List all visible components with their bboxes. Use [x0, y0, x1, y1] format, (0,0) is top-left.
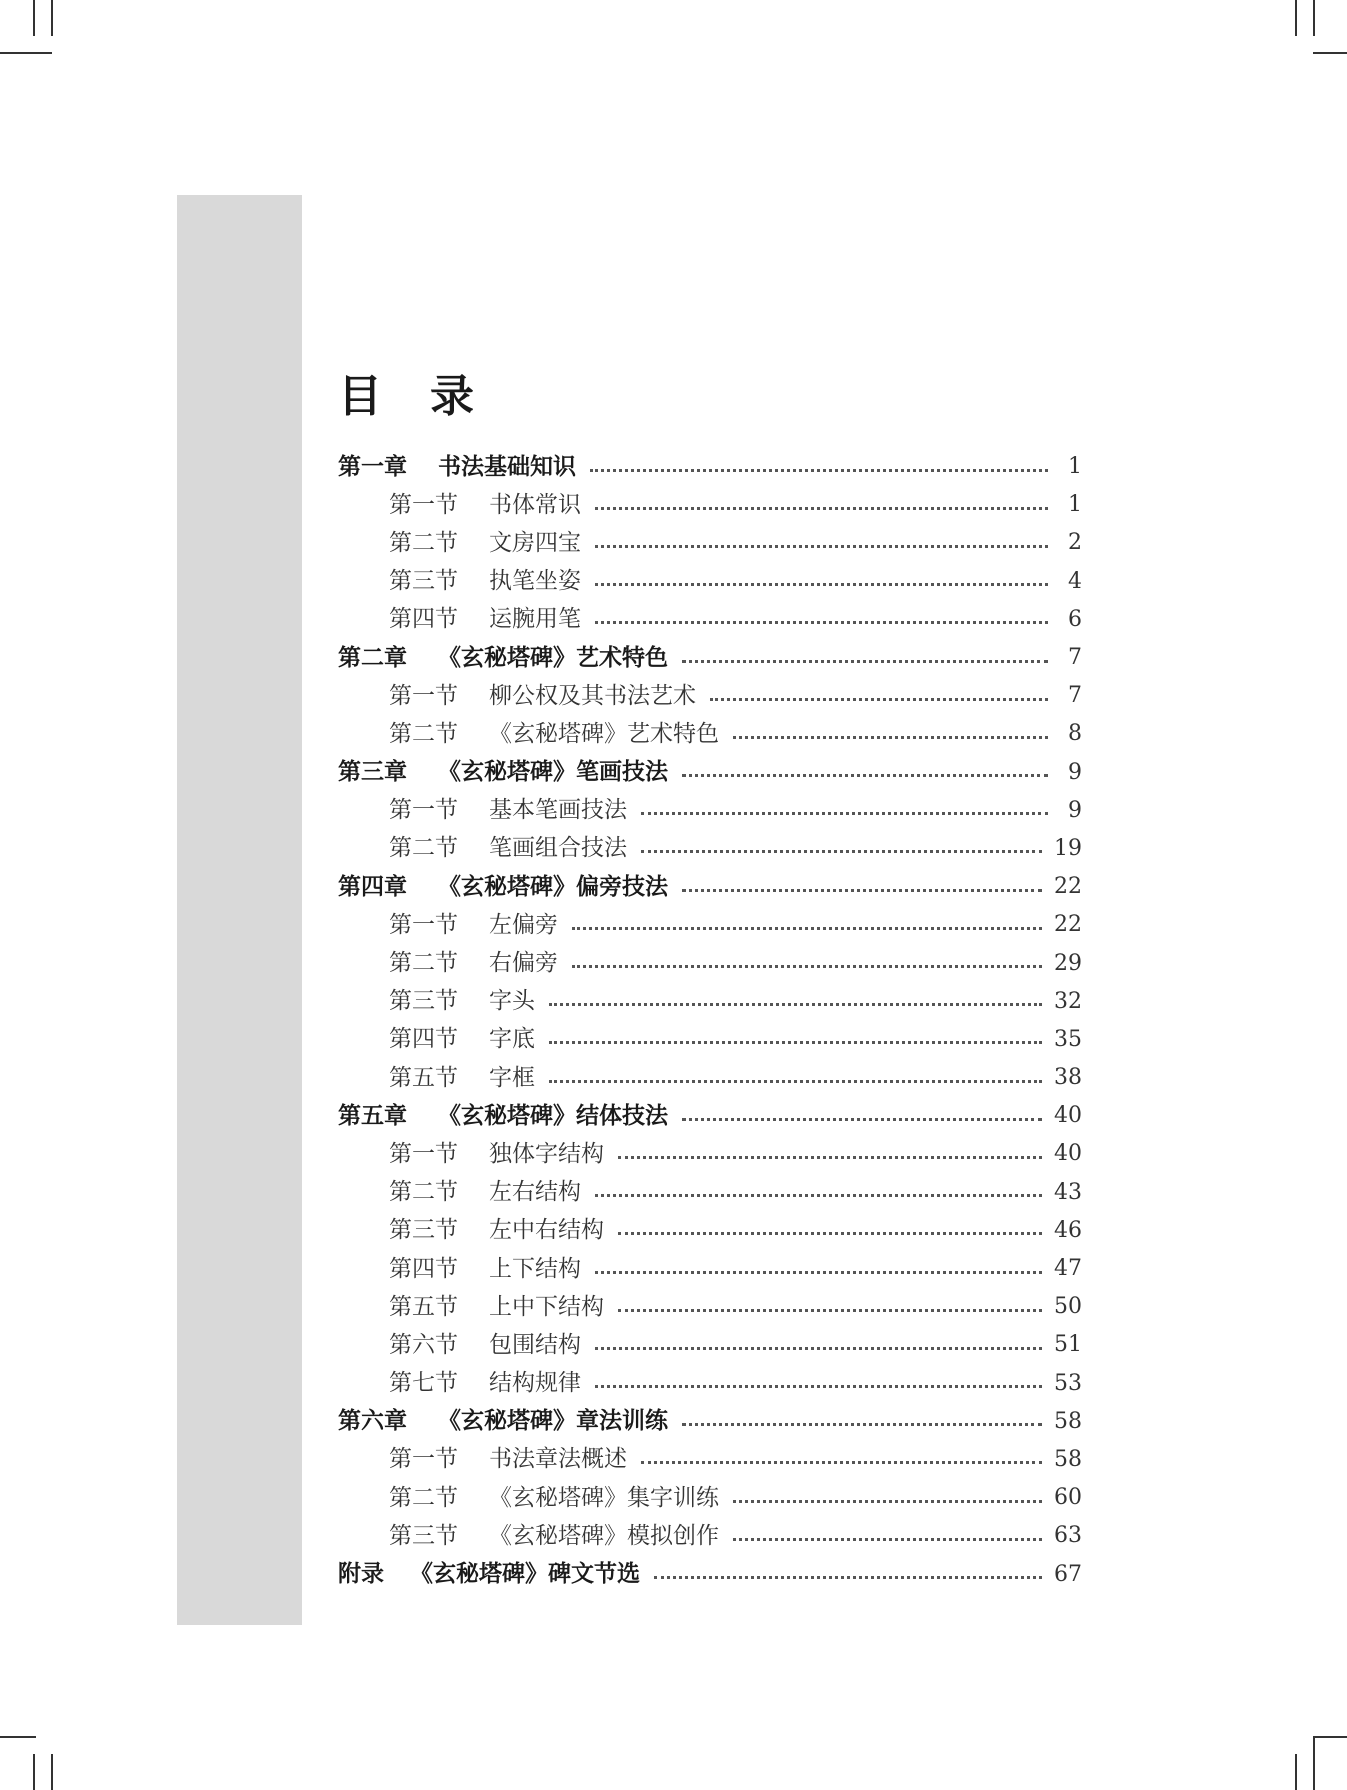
entry-title: 独体字结构: [489, 1140, 604, 1167]
dot-leader: [572, 965, 1042, 968]
entry-title: 包围结构: [489, 1331, 581, 1358]
dot-leader: [641, 1461, 1042, 1464]
dot-leader: [641, 850, 1042, 853]
entry-title: 《玄秘塔碑》偏旁技法: [438, 873, 668, 900]
entry-title: 字底: [489, 1026, 535, 1053]
entry-number: 第二节: [389, 950, 458, 977]
entry-title: 上下结构: [489, 1255, 581, 1282]
entry-number: 第四章: [338, 873, 407, 900]
dot-leader: [595, 1271, 1042, 1274]
entry-title: 执笔坐姿: [489, 568, 581, 595]
entry-number: 第一节: [389, 682, 458, 709]
toc-section-entry[interactable]: [338, 1021, 1082, 1059]
entry-title: 柳公权及其书法艺术: [489, 682, 696, 709]
entry-number: 第五章: [338, 1102, 407, 1129]
toc-chapter-entry[interactable]: [338, 448, 1082, 486]
toc-section-entry[interactable]: [338, 944, 1082, 982]
toc-section-entry[interactable]: [338, 792, 1082, 830]
toc-section-entry[interactable]: [338, 1365, 1082, 1403]
entry-page-number: 43: [1054, 1179, 1082, 1205]
entry-page-number: 35: [1054, 1026, 1082, 1052]
toc-section-entry[interactable]: [338, 1059, 1082, 1097]
entry-page-number: 7: [1068, 683, 1082, 709]
entry-page-number: 53: [1054, 1370, 1082, 1396]
entry-page-number: 67: [1054, 1561, 1082, 1587]
toc-chapter-entry[interactable]: [338, 1403, 1082, 1441]
toc-section-entry[interactable]: [338, 983, 1082, 1021]
entry-page-number: 40: [1054, 1141, 1082, 1167]
dot-leader: [618, 1156, 1042, 1159]
dot-leader: [549, 1041, 1042, 1044]
dot-leader: [710, 698, 1048, 701]
toc-section-entry[interactable]: [338, 1479, 1082, 1517]
toc-section-entry[interactable]: [338, 524, 1082, 562]
dot-leader: [595, 1194, 1042, 1197]
crop-mark: [33, 0, 35, 36]
entry-number: 第五节: [389, 1064, 458, 1091]
dot-leader: [682, 774, 1048, 777]
entry-page-number: 22: [1054, 912, 1082, 938]
dot-leader: [618, 1232, 1042, 1235]
toc-section-entry[interactable]: [338, 1212, 1082, 1250]
dot-leader: [595, 583, 1048, 586]
toc-section-entry[interactable]: [338, 1517, 1082, 1555]
toc-section-entry[interactable]: [338, 1441, 1082, 1479]
crop-mark: [33, 1754, 35, 1790]
entry-number: 第二节: [389, 835, 458, 862]
dot-leader: [549, 1080, 1042, 1083]
entry-title: 《玄秘塔碑》艺术特色: [489, 720, 719, 747]
dot-leader: [733, 1538, 1042, 1541]
toc-section-entry[interactable]: [338, 1135, 1082, 1173]
entry-title: 基本笔画技法: [489, 797, 627, 824]
entry-page-number: 38: [1054, 1065, 1082, 1091]
crop-mark: [1295, 1754, 1297, 1790]
dot-leader: [595, 507, 1048, 510]
entry-page-number: 32: [1054, 988, 1082, 1014]
toc-section-entry[interactable]: [338, 1326, 1082, 1364]
entry-number: 第七节: [389, 1370, 458, 1397]
dot-leader: [682, 1423, 1042, 1426]
toc-section-entry[interactable]: [338, 906, 1082, 944]
entry-number: 第五节: [389, 1293, 458, 1320]
entry-title: 字头: [489, 988, 535, 1015]
crop-mark: [0, 1736, 36, 1738]
toc-appendix-entry[interactable]: [338, 1555, 1082, 1593]
entry-title: 左中右结构: [489, 1217, 604, 1244]
crop-mark: [1313, 1736, 1315, 1790]
entry-title: 《玄秘塔碑》模拟创作: [489, 1522, 719, 1549]
entry-title: 《玄秘塔碑》结体技法: [438, 1102, 668, 1129]
toc-section-entry[interactable]: [338, 1288, 1082, 1326]
entry-page-number: 58: [1054, 1408, 1082, 1434]
entry-title: 文房四宝: [489, 529, 581, 556]
entry-number: 第一节: [389, 797, 458, 824]
entry-page-number: 19: [1054, 835, 1082, 861]
entry-number: 第三节: [389, 568, 458, 595]
dot-leader: [682, 660, 1048, 663]
entry-page-number: 46: [1054, 1217, 1082, 1243]
entry-page-number: 6: [1068, 606, 1082, 632]
entry-title: 左偏旁: [489, 911, 558, 938]
entry-page-number: 1: [1068, 454, 1082, 480]
entry-title: 书法章法概述: [489, 1446, 627, 1473]
dot-leader: [595, 545, 1048, 548]
entry-page-number: 7: [1068, 645, 1082, 671]
table-of-contents: [338, 448, 1082, 1594]
entry-number: 第四节: [389, 1255, 458, 1282]
dot-leader: [590, 469, 1048, 472]
entry-number: 第六章: [338, 1408, 407, 1435]
entry-number: 第三节: [389, 988, 458, 1015]
entry-page-number: 9: [1068, 797, 1082, 823]
toc-section-entry[interactable]: [338, 1250, 1082, 1288]
toc-section-entry[interactable]: [338, 486, 1082, 524]
toc-section-entry[interactable]: [338, 1174, 1082, 1212]
entry-number: 第一节: [389, 491, 458, 518]
entry-title: 左右结构: [489, 1179, 581, 1206]
entry-number: 第二节: [389, 1484, 458, 1511]
crop-mark: [51, 0, 53, 36]
dot-leader: [595, 1347, 1042, 1350]
page-title: 目 录: [338, 371, 476, 422]
entry-page-number: 9: [1068, 759, 1082, 785]
entry-title: 右偏旁: [489, 950, 558, 977]
entry-title: 《玄秘塔碑》碑文节选: [410, 1561, 640, 1588]
entry-number: 第三节: [389, 1522, 458, 1549]
entry-page-number: 63: [1054, 1523, 1082, 1549]
entry-page-number: 50: [1054, 1294, 1082, 1320]
entry-number: 第一节: [389, 911, 458, 938]
entry-title: 书法基础知识: [438, 453, 576, 480]
entry-page-number: 60: [1054, 1485, 1082, 1511]
entry-number: 第一节: [389, 1446, 458, 1473]
entry-number: 第六节: [389, 1331, 458, 1358]
dot-leader: [733, 1500, 1042, 1503]
entry-page-number: 47: [1054, 1256, 1082, 1282]
toc-section-entry[interactable]: [338, 677, 1082, 715]
dot-leader: [572, 927, 1042, 930]
entry-page-number: 1: [1068, 492, 1082, 518]
entry-number: 第二节: [389, 529, 458, 556]
toc-section-entry[interactable]: [338, 601, 1082, 639]
entry-page-number: 8: [1068, 721, 1082, 747]
entry-title: 结构规律: [489, 1370, 581, 1397]
dot-leader: [733, 736, 1048, 739]
toc-section-entry[interactable]: [338, 830, 1082, 868]
entry-number: 第四节: [389, 606, 458, 633]
crop-mark: [1295, 0, 1297, 36]
entry-number: 第二章: [338, 644, 407, 671]
entry-page-number: 58: [1054, 1446, 1082, 1472]
dot-leader: [682, 1118, 1042, 1121]
entry-number: 第一章: [338, 453, 407, 480]
entry-number: 第三节: [389, 1217, 458, 1244]
crop-mark: [1313, 52, 1347, 54]
entry-title: 字框: [489, 1064, 535, 1091]
entry-title: 笔画组合技法: [489, 835, 627, 862]
entry-page-number: 40: [1054, 1103, 1082, 1129]
entry-page-number: 22: [1054, 874, 1082, 900]
entry-title: 《玄秘塔碑》章法训练: [438, 1408, 668, 1435]
crop-mark: [51, 1754, 53, 1790]
entry-title: 上中下结构: [489, 1293, 604, 1320]
entry-number: 第二节: [389, 720, 458, 747]
dot-leader: [654, 1576, 1042, 1579]
entry-number: 第一节: [389, 1140, 458, 1167]
entry-number: 附录: [338, 1561, 384, 1588]
dot-leader: [641, 812, 1048, 815]
entry-number: 第三章: [338, 759, 407, 786]
toc-chapter-entry[interactable]: [338, 868, 1082, 906]
dot-leader: [595, 621, 1048, 624]
toc-section-entry[interactable]: [338, 715, 1082, 753]
crop-mark: [1313, 1736, 1347, 1738]
entry-page-number: 29: [1054, 950, 1082, 976]
entry-title: 《玄秘塔碑》艺术特色: [438, 644, 668, 671]
entry-page-number: 4: [1068, 568, 1082, 594]
dot-leader: [618, 1309, 1042, 1312]
toc-chapter-entry[interactable]: [338, 754, 1082, 792]
entry-page-number: 51: [1054, 1332, 1082, 1358]
dot-leader: [682, 889, 1042, 892]
dot-leader: [595, 1385, 1042, 1388]
dot-leader: [549, 1003, 1042, 1006]
toc-chapter-entry[interactable]: [338, 639, 1082, 677]
entry-number: 第二节: [389, 1179, 458, 1206]
crop-mark: [1313, 0, 1315, 36]
toc-chapter-entry[interactable]: [338, 1097, 1082, 1135]
entry-page-number: 2: [1068, 530, 1082, 556]
entry-title: 《玄秘塔碑》笔画技法: [438, 759, 668, 786]
entry-number: 第四节: [389, 1026, 458, 1053]
crop-mark: [0, 52, 52, 54]
entry-title: 《玄秘塔碑》集字训练: [489, 1484, 719, 1511]
toc-section-entry[interactable]: [338, 563, 1082, 601]
entry-title: 运腕用笔: [489, 606, 581, 633]
side-gray-bar: [177, 195, 302, 1625]
entry-title: 书体常识: [489, 491, 581, 518]
